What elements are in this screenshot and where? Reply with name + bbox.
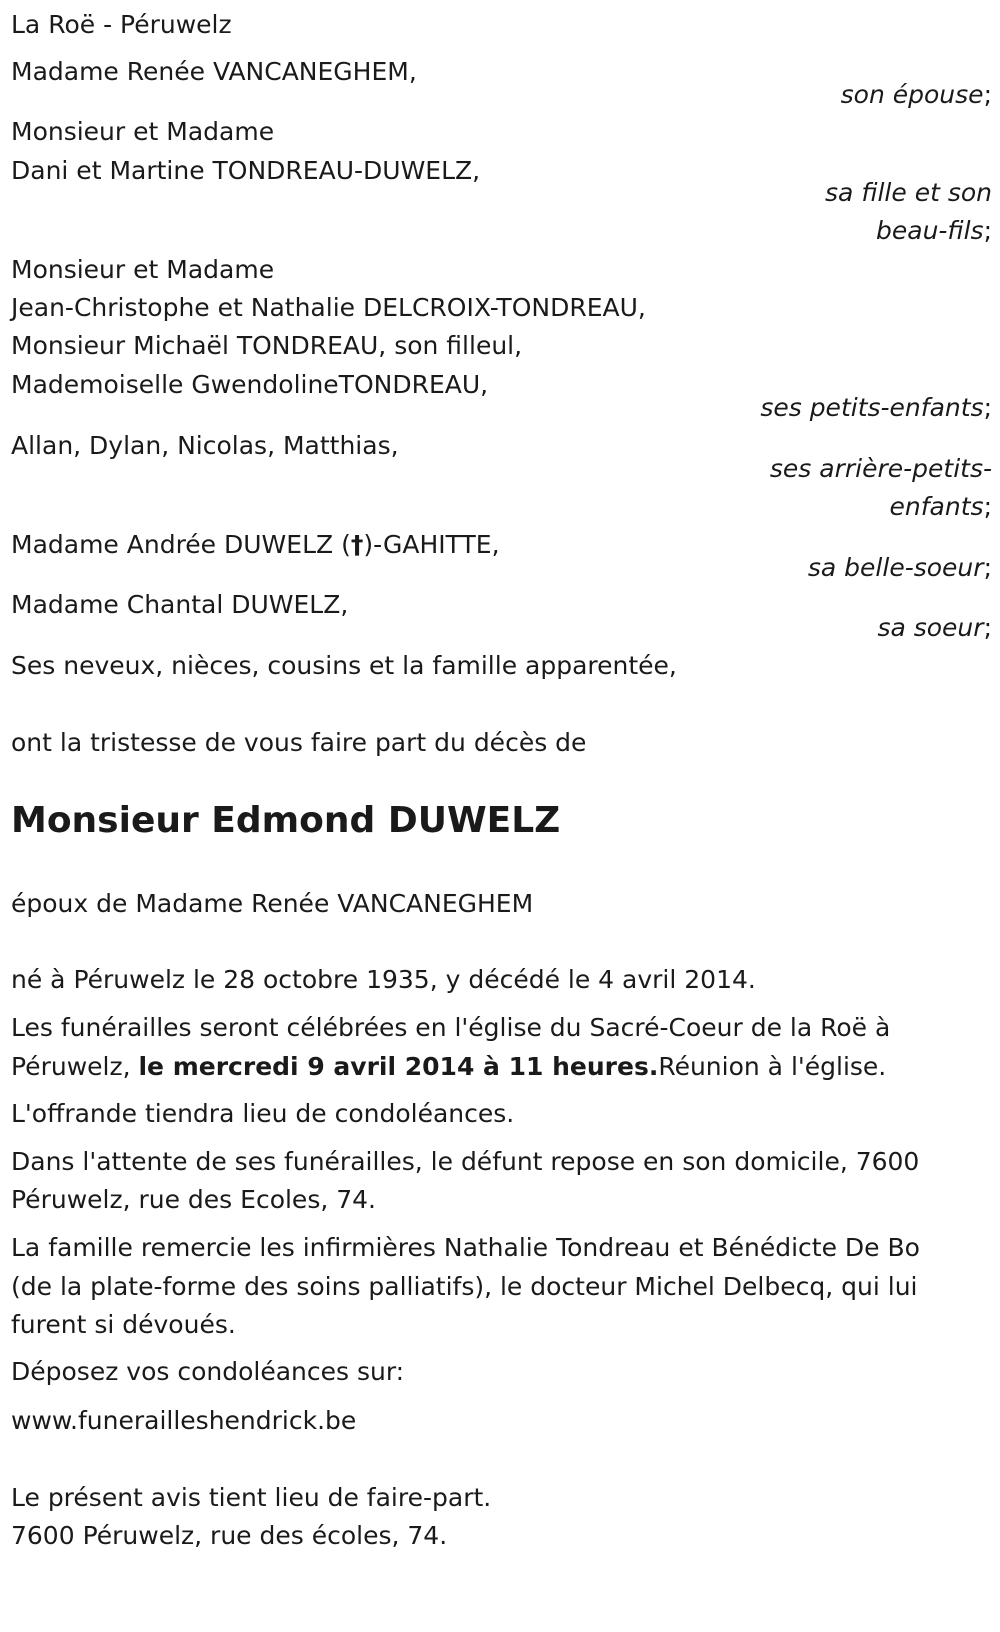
- great-grandchildren-role-line-2: enfants;: [889, 492, 992, 521]
- grandchildren-line-4: Mademoiselle GwendolineTONDREAU,: [11, 370, 489, 399]
- extended-family: Ses neveux, nièces, cousins et la famille apparentée,: [11, 651, 677, 680]
- grandchildren-line-3: Monsieur Michaël TONDREAU, son filleul,: [11, 331, 523, 360]
- birth-death: né à Péruwelz le 28 octobre 1935, y décédé le 4 avril 2014.: [11, 965, 756, 994]
- cross-icon: †: [350, 530, 364, 559]
- daughter-role-line-2: beau-fils;: [876, 216, 992, 245]
- condolences-website[interactable]: www.funerailleshendrick.be: [11, 1406, 357, 1435]
- announcement: ont la tristesse de vous faire part du décès de: [11, 728, 587, 757]
- funeral-line-2: Péruwelz, le mercredi 9 avril 2014 à 11 heures.Réunion à l'église.: [11, 1052, 887, 1081]
- great-grandchildren-names: Allan, Dylan, Nicolas, Matthias,: [11, 431, 399, 460]
- spouse-of: époux de Madame Renée VANCANEGHEM: [11, 889, 534, 918]
- deceased-name: Monsieur Edmond DUWELZ: [11, 800, 561, 841]
- sister-role: sa soeur;: [877, 613, 992, 642]
- sister-in-law-role: sa belle-soeur;: [807, 553, 992, 582]
- repose-line-1: Dans l'attente de ses funérailles, le défunt repose en son domicile, 7600: [11, 1147, 920, 1176]
- spouse-role: son épouse;: [840, 80, 992, 109]
- grandchildren-line-2: Jean-Christophe et Nathalie DELCROIX-TONDREAU,: [11, 293, 646, 322]
- funeral-date-time: le mercredi 9 avril 2014 à 11 heures.: [138, 1052, 659, 1081]
- thanks-line-1: La famille remercie les infirmières Nathalie Tondreau et Bénédicte De Bo: [11, 1233, 920, 1262]
- thanks-line-3: furent si dévoués.: [11, 1310, 236, 1339]
- grandchildren-line-1: Monsieur et Madame: [11, 255, 275, 284]
- footer-line-2: 7600 Péruwelz, rue des écoles, 74.: [11, 1521, 448, 1550]
- spouse-name: Madame Renée VANCANEGHEM,: [11, 57, 417, 86]
- repose-line-2: Péruwelz, rue des Ecoles, 74.: [11, 1185, 376, 1214]
- funeral-line-1: Les funérailles seront célébrées en l'église du Sacré-Coeur de la Roë à: [11, 1013, 891, 1042]
- great-grandchildren-role-line-1: ses arrière-petits-: [769, 454, 992, 483]
- location: La Roë - Péruwelz: [11, 10, 232, 39]
- sister-name: Madame Chantal DUWELZ,: [11, 590, 349, 619]
- grandchildren-role: ses petits-enfants;: [760, 393, 992, 422]
- offering: L'offrande tiendra lieu de condoléances.: [11, 1099, 515, 1128]
- footer-line-1: Le présent avis tient lieu de faire-part.: [11, 1483, 492, 1512]
- thanks-line-2: (de la plate-forme des soins palliatifs), le docteur Michel Delbecq, qui lui: [11, 1272, 918, 1301]
- daughter-line-2: Dani et Martine TONDREAU-DUWELZ,: [11, 156, 481, 185]
- condolences-label: Déposez vos condoléances sur:: [11, 1357, 405, 1386]
- daughter-role-line-1: sa fille et son: [825, 178, 992, 207]
- sister-in-law-name: Madame Andrée DUWELZ (†)-GAHITTE,: [11, 530, 500, 559]
- daughter-line-1: Monsieur et Madame: [11, 117, 275, 146]
